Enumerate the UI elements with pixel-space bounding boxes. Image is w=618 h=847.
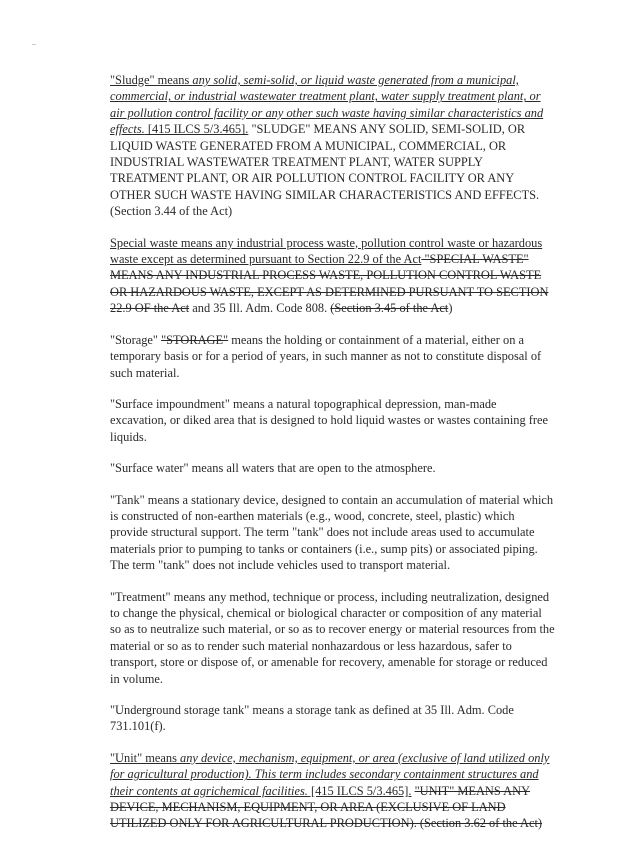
definition-special-waste — [110, 235, 555, 317]
definition-storage — [110, 332, 555, 381]
text-segment: "Underground storage tank" means a storage tank as defined at 35 Ill. Adm. Code 731.101(f). — [110, 703, 514, 734]
deleted-text: "UNIT" MEANS ANY DEVICE, MECHANISM, EQUIPMENT, OR AREA (EXCLUSIVE OF LAND UTILIZED ONLY FOR AGRICULTURAL PRODUCTION). (Section 3.62 of the Act) — [110, 783, 543, 831]
text-segment: "Surface impoundment" means a natural topographical depression, man-made excavation, or diked area that is designed to hold liquid wastes or wastes containing free liquids. — [110, 396, 549, 444]
text-segment: "Storage" — [110, 332, 162, 347]
inserted-text: [415 ILCS 5/3.465]. — [144, 122, 249, 137]
text-segment: ) — [448, 301, 453, 316]
inserted-text: [415 ILCS 5/3.465]. — [307, 783, 412, 798]
definition-tank — [110, 492, 555, 574]
deleted-text: (Section 3.45 of the Act — [330, 301, 449, 316]
inserted-text: any device, mechanism, equipment, or area (exclusive of land utilized only for agricultural production). This term includes secondary containment structures and their contents at agrichemical facilities. — [110, 750, 550, 798]
definition-surface-water — [110, 460, 555, 476]
inserted-text: any solid, semi-solid, or liquid waste generated from a municipal, commercial, or industrial wastewater treatment plant, water supply treatment plant, or air pollution control facility or any other such waste having similar characteristics and effects. — [110, 73, 544, 137]
definition-sludge — [110, 72, 555, 220]
deleted-text: "STORAGE" — [161, 332, 229, 347]
text-segment: "Surface water" means all waters that are open to the atmosphere. — [110, 461, 436, 476]
inserted-text: Special waste means any industrial process waste, pollution control waste or hazardous waste except as determined pursuant to Section 22.9 of the Act — [110, 235, 543, 267]
definition-unit — [110, 750, 555, 832]
deleted-text: "SPECIAL WASTE" MEANS ANY INDUSTRIAL PROCESS WASTE, POLLUTION CONTROL WASTE OR HAZARDOUS WASTE, EXCEPT AS DETERMINED PURSUANT TO SECTION 22.9 OF the Act — [110, 252, 549, 316]
inserted-text: "Unit" means — [110, 750, 180, 765]
text-segment: means the holding or containment of a material, either on a temporary basis or for a period of years, in such manner as not to constitute disposal of such material. — [110, 332, 542, 380]
text-segment: and 35 Ill. Adm. Code 808. — [189, 301, 331, 316]
text-segment: "SLUDGE" MEANS ANY SOLID, SEMI-SOLID, OR LIQUID WASTE GENERATED FROM A MUNICIPAL, COMMERCIAL, OR INDUSTRIAL WASTEWATER TREATMENT PLANT, WATER SUPPLY TREATMENT PLANT, OR AIR POLLUTION CONTROL FACILITY OR ANY OTHER SUCH WASTE HAVING SIMILAR CHARACTERISTICS AND EFFECTS. (Section 3.44 of the Act) — [110, 122, 540, 219]
definition-treatment — [110, 589, 555, 687]
definition-surface-impoundment — [110, 396, 555, 445]
text-segment: "Treatment" means any method, technique or process, including neutralization, designed to change the physical, chemical or biological character or composition of any material so as to neutralize such material, or so as to recover energy or material resources from the material or so as to render such material nonhazardous or less hazardous, safer to transport, store or dispose of, or amenable for recovery, amenable for storage or reduced in volume. — [110, 589, 555, 686]
inserted-text: "Sludge" means — [110, 73, 193, 87]
text-segment: "Tank" means a stationary device, designed to contain an accumulation of material which is constructed of non-earthen materials (e.g., wood, concrete, steel, plastic) which provide structural support. The term "tank" does not include areas used to accumulate materials prior to pumping to tanks or containers (i.e., sump pits) or associated piping. The term "tank" does not include vehicles used to transport material. — [110, 492, 554, 573]
definition-underground-storage-tank — [110, 702, 555, 735]
